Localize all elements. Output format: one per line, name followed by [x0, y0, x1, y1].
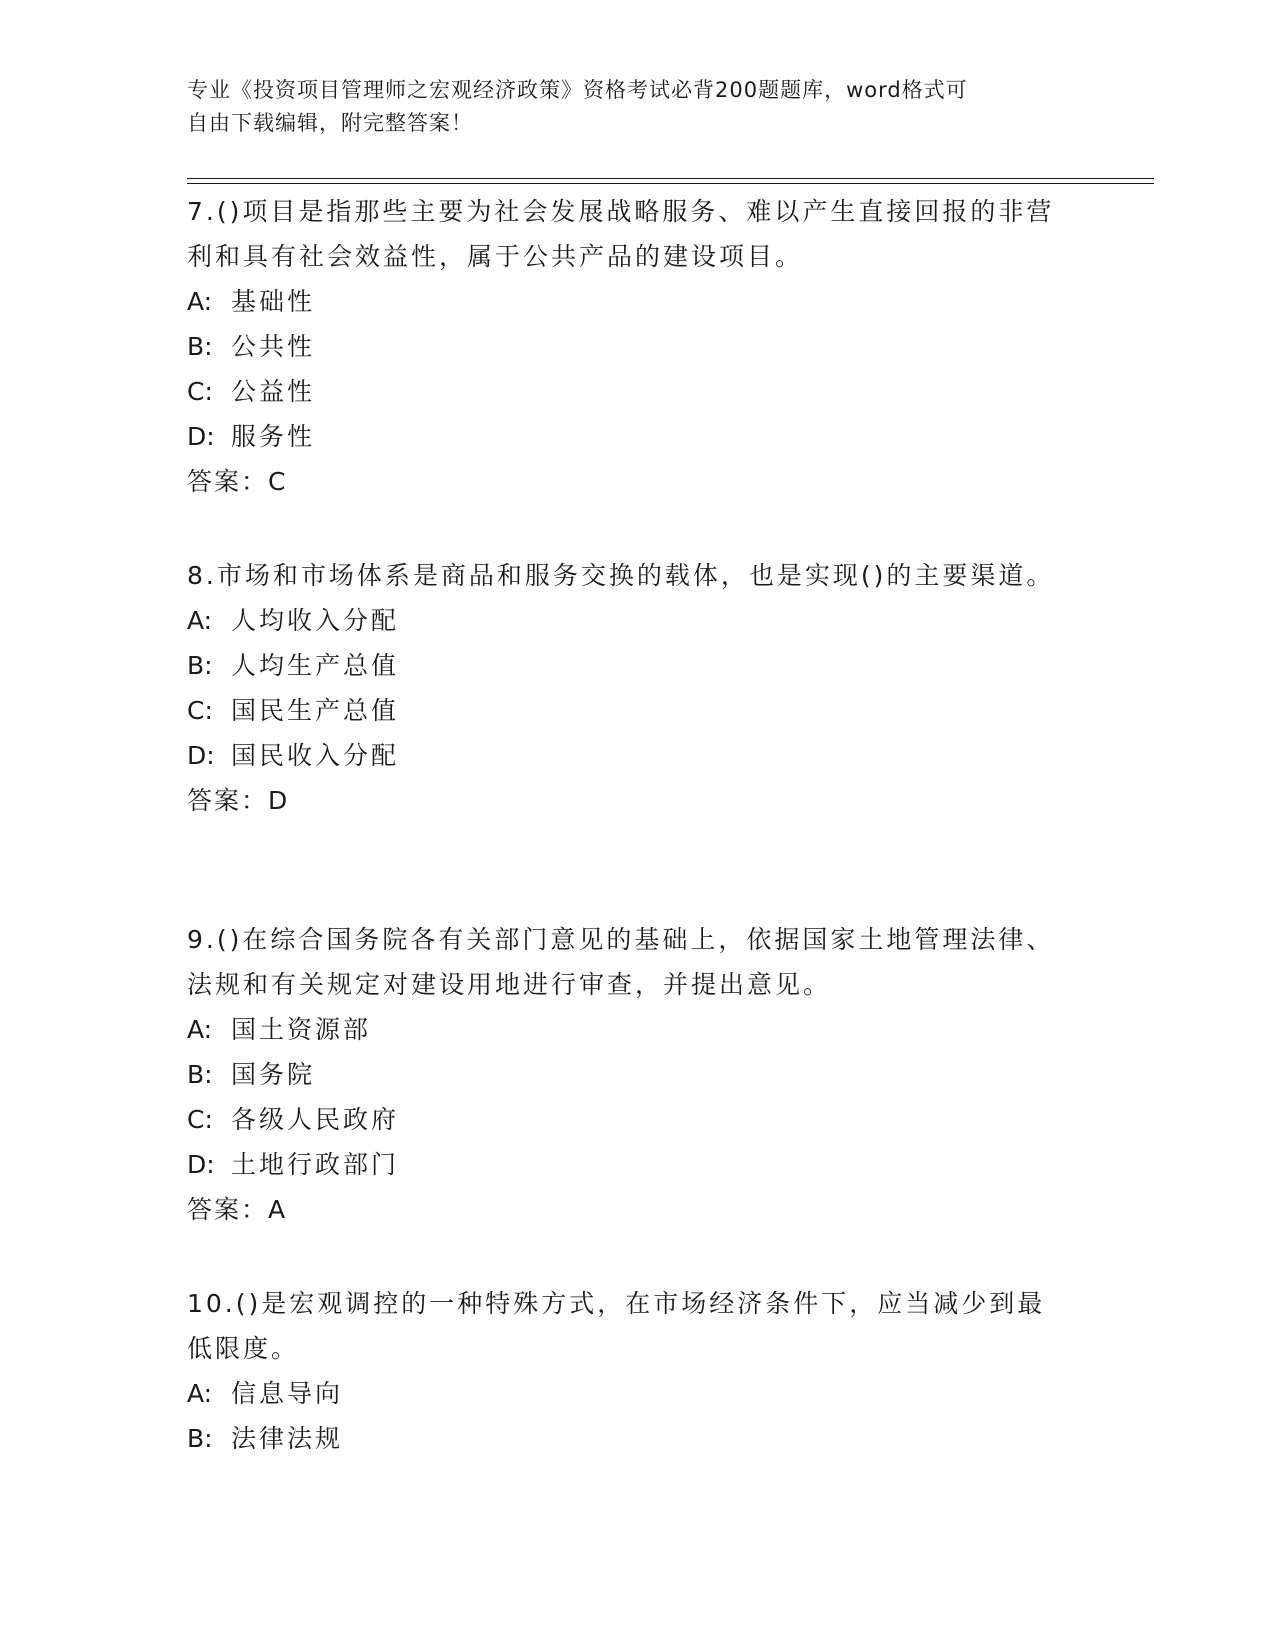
- option-d: [187, 733, 1067, 778]
- option-label: A:: [187, 1015, 213, 1044]
- answer: 答案：A: [187, 1195, 288, 1224]
- question-stem: 10.()是宏观调控的一种特殊方式，在市场经济条件下，应当减少到最低限度。: [187, 1289, 1046, 1363]
- option-label: B:: [187, 651, 213, 680]
- option-text: 法律法规: [231, 1424, 344, 1453]
- option-c: [187, 369, 1067, 414]
- header-divider-bottom: [187, 183, 1154, 184]
- answer: 答案：C: [187, 467, 288, 496]
- question-10: [187, 1281, 1067, 1461]
- option-a: [187, 1371, 1067, 1416]
- option-c: [187, 688, 1067, 733]
- option-text: 国民收入分配: [231, 741, 400, 770]
- question-9: [187, 917, 1067, 1232]
- header-line-1: 专业《投资项目管理师之宏观经济政策》资格考试必背200题题库，word格式可: [187, 78, 968, 102]
- document-header: [187, 74, 1067, 140]
- option-text: 人均生产总值: [231, 651, 400, 680]
- option-label: A:: [187, 606, 213, 635]
- option-text: 各级人民政府: [231, 1105, 400, 1134]
- option-d: [187, 1142, 1067, 1187]
- option-label: D:: [187, 741, 215, 770]
- option-text: 土地行政部门: [231, 1150, 400, 1179]
- option-label: C:: [187, 696, 213, 725]
- option-label: B:: [187, 1060, 213, 1089]
- option-a: [187, 1007, 1067, 1052]
- question-stem: 9.()在综合国务院各有关部门意见的基础上，依据国家土地管理法律、法规和有关规定对建设用地进行审查，并提出意见。: [187, 925, 1055, 999]
- option-label: B:: [187, 1424, 213, 1453]
- header-line-2: 自由下载编辑，附完整答案！: [187, 111, 473, 135]
- option-label: C:: [187, 377, 213, 406]
- option-text: 国土资源部: [231, 1015, 372, 1044]
- option-text: 国务院: [231, 1060, 316, 1089]
- option-d: [187, 414, 1067, 459]
- option-label: B:: [187, 332, 213, 361]
- option-text: 服务性: [231, 422, 316, 451]
- option-text: 基础性: [231, 287, 316, 316]
- option-a: [187, 598, 1067, 643]
- option-c: [187, 1097, 1067, 1142]
- option-b: [187, 643, 1067, 688]
- option-b: [187, 324, 1067, 369]
- option-label: A:: [187, 1379, 213, 1408]
- answer: 答案：D: [187, 786, 290, 815]
- option-b: [187, 1052, 1067, 1097]
- option-text: 公益性: [231, 377, 316, 406]
- option-b: [187, 1416, 1067, 1461]
- option-text: 公共性: [231, 332, 316, 361]
- question-8: [187, 553, 1067, 823]
- option-text: 信息导向: [231, 1379, 344, 1408]
- option-a: [187, 279, 1067, 324]
- option-label: C:: [187, 1105, 213, 1134]
- question-stem: 7.()项目是指那些主要为社会发展战略服务、难以产生直接回报的非营利和具有社会效益性，属于公共产品的建设项目。: [187, 197, 1055, 271]
- question-stem: 8.市场和市场体系是商品和服务交换的载体，也是实现()的主要渠道。: [187, 561, 1055, 590]
- option-text: 人均收入分配: [231, 606, 400, 635]
- option-label: D:: [187, 1150, 215, 1179]
- header-divider-top: [187, 178, 1154, 179]
- question-7: [187, 189, 1067, 504]
- option-label: D:: [187, 422, 215, 451]
- option-text: 国民生产总值: [231, 696, 400, 725]
- option-label: A:: [187, 287, 213, 316]
